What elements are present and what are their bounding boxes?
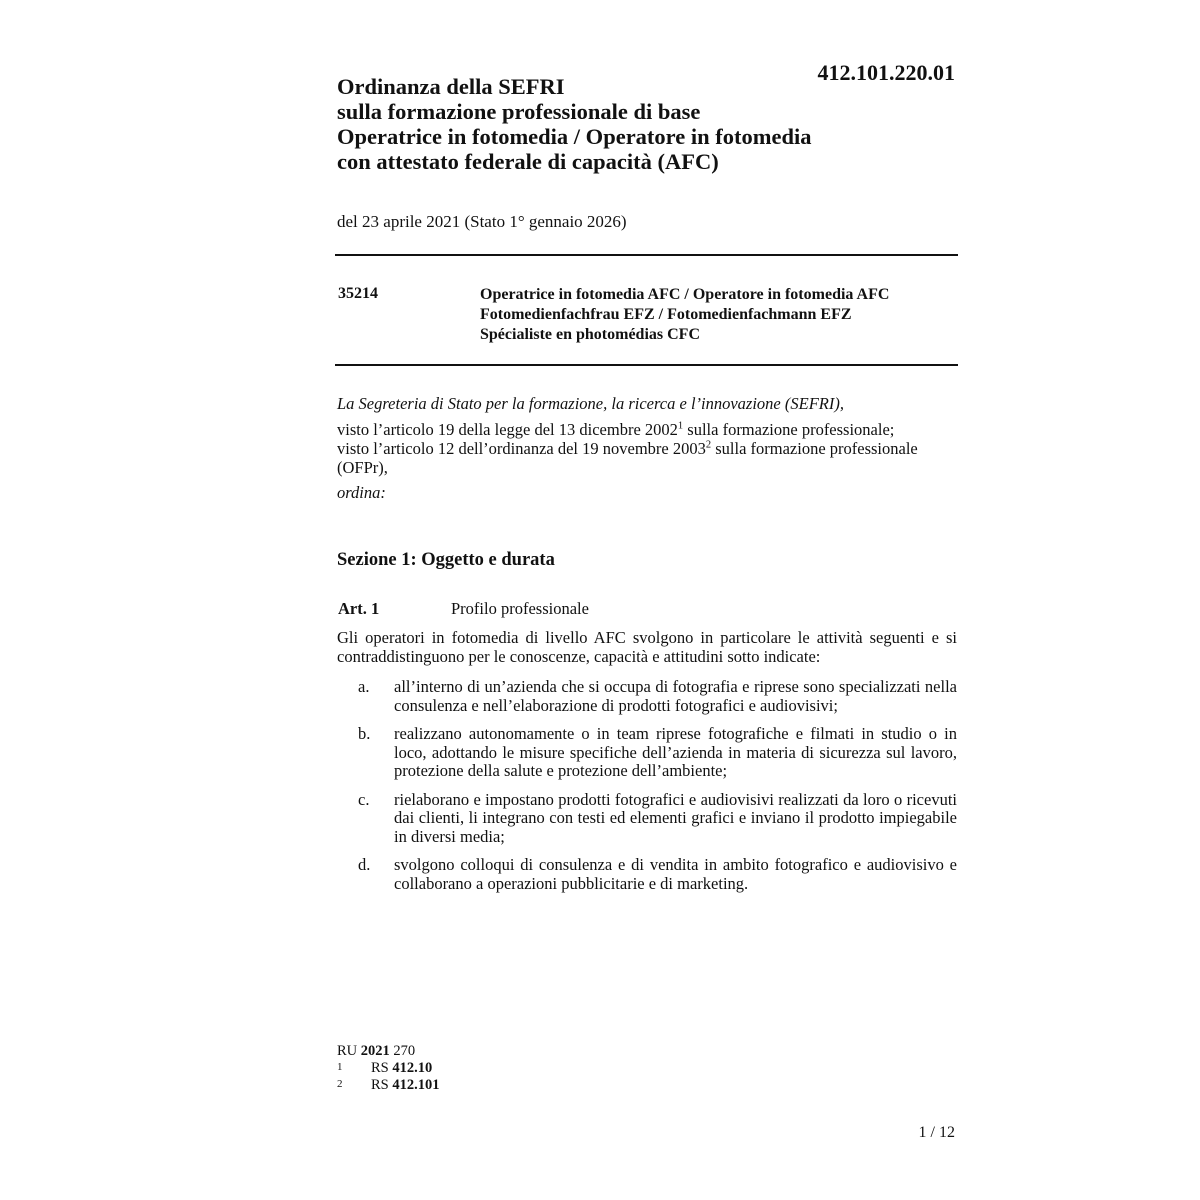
footnote-ref-2[interactable]: 2 [705,439,712,451]
document-title [337,74,937,174]
section-heading: Sezione 1: Oggetto e durata [337,550,555,570]
article-label: Art. 1 [338,599,380,618]
list-item [337,678,957,715]
list-item [337,791,957,847]
ordina-line: ordina: [337,483,386,502]
title-line: sulla formazione professionale di base [337,99,701,124]
title-line: con attestato federale di capacità (AFC) [337,149,719,174]
legal-basis-1: visto l’articolo 19 della legge del 13 dicembre 2002$^1$ sulla formazione professionale; [337,420,895,439]
list-text: rielaborano e impostano prodotti fotografici e audiovisivi realizzati da loro o ricevuti dai clienti, li integrano con testi ed elementi grafici e inviano il prodotto impiegabile in diversi media; [394,789,957,846]
footnote-ref-1[interactable]: 1 [677,420,684,432]
article-intro: Gli operatori in fotomedia di livello AFC svolgono in particolare le attività seguenti e si contraddistinguono per le conoscenze, capacità e attitudini sotto indicate: [337,628,957,666]
profession-names [480,285,960,345]
list-item [337,725,957,781]
list-letter: b. [358,724,371,743]
list-letter: d. [358,855,371,874]
list-text: all’interno di un’azienda che si occupa di fotografia e riprese sono specializzati nella consulenza e nell’elaborazione di prodotti fotografici e audiovisivi; [394,677,957,715]
footnote-1: 1 RS 412.10 [337,1060,433,1076]
footnotes [337,1043,440,1094]
date-status-line: del 23 aprile 2021 (Stato 1° gennaio 2026) [337,212,627,231]
list-text: realizzano autonomamente o in team riprese fotografiche e filmati in studio o in loco, adottando le misure specifiche dell’azienda in materia di sicurezza sul lavoro, protezione della salute e protezione dell’ambiente; [394,724,957,780]
profession-name-fr: Spécialiste en photomédias CFC [480,326,700,343]
list-letter: a. [358,677,370,696]
profession-name-de: Fotomedienfachfrau EFZ / Fotomedienfachmann EFZ [480,306,852,323]
article-title: Profilo professionale [451,599,589,618]
footnote-number: 2 [337,1078,343,1090]
legal-basis-2: visto l’articolo 12 dell’ordinanza del 19 novembre 2003$^2$ sulla formazione professionale (OFPr), [337,439,918,477]
title-line: Operatrice in fotomedia / Operatore in fotomedia [337,124,812,149]
footnote-number: 1 [337,1061,343,1073]
title-line: Ordinanza della SEFRI [337,74,565,99]
footnote-2: 2 RS 412.101 [337,1077,440,1093]
list-item [337,856,957,893]
activity-list [337,678,957,903]
list-text: svolgono colloqui di consulenza e di vendita in ambito fotografico e audiovisivo e collaborano a operazioni pubblicitarie e di marketing. [394,855,957,893]
authority-line: La Segreteria di Stato per la formazione, la ricerca e l’innovazione (SEFRI), [337,394,844,413]
page-number: 1 / 12 [918,1124,955,1141]
list-letter: c. [358,789,370,809]
document-number: 412.101.220.01 [817,60,955,85]
divider-top [335,254,958,256]
profession-name-it: Operatrice in fotomedia AFC / Operatore in fotomedia AFC [480,286,890,303]
divider-bottom [335,364,958,366]
footnote-link[interactable]: 412.10 [392,1060,433,1076]
ru-reference: RU 2021 270 [337,1043,416,1059]
footnote-link[interactable]: 412.101 [392,1077,440,1093]
profession-code: 35214 [338,285,378,302]
preamble [337,394,957,502]
